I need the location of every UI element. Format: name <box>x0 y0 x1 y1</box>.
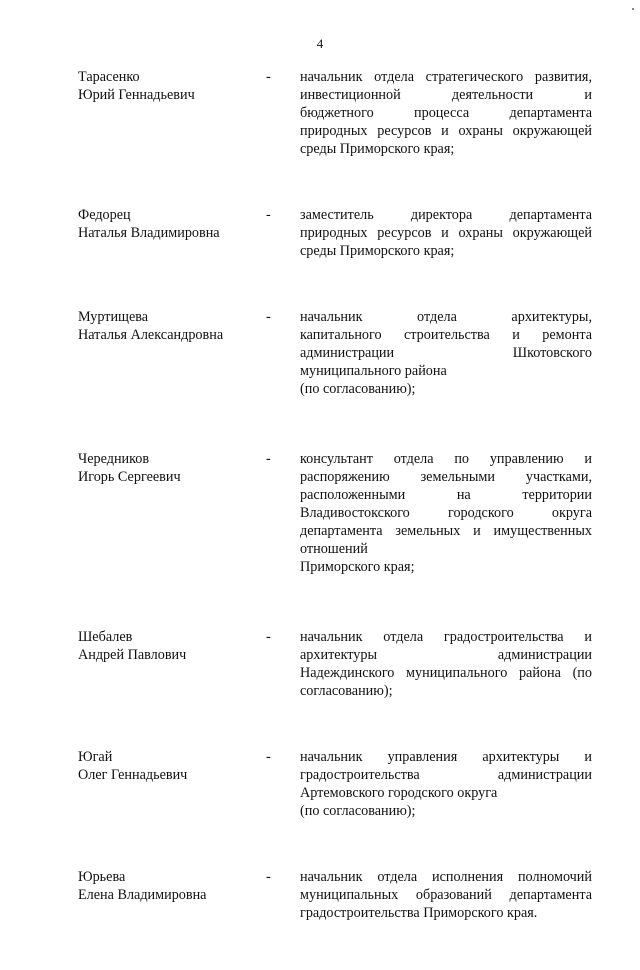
position-line: Приморского края; <box>300 559 415 575</box>
member-position <box>300 308 592 398</box>
position-line: начальник отдела исполнения полномочий <box>300 869 592 885</box>
position-line: градостроительства Приморского края. <box>300 905 538 921</box>
dash-separator: - <box>266 451 271 467</box>
dash-separator: - <box>266 69 271 85</box>
scan-artifact <box>632 8 634 10</box>
position-line: согласованию); <box>300 683 393 699</box>
member-given-name: Елена Владимировна <box>78 887 207 903</box>
member-position <box>300 628 592 700</box>
position-line: начальник отдела градостроительства и <box>300 629 592 645</box>
position-line: консультант отдела по управлению и <box>300 451 592 467</box>
position-line: департамента земельных и имущественных <box>300 523 592 539</box>
list-item <box>78 450 592 576</box>
member-name <box>78 308 266 344</box>
member-name <box>78 206 266 242</box>
position-line: инвестиционной деятельности и <box>300 87 592 103</box>
member-surname: Шебалев <box>78 629 133 645</box>
member-name <box>78 628 266 664</box>
position-line: (по согласованию); <box>300 803 416 819</box>
list-item <box>78 68 592 158</box>
dash-separator: - <box>266 869 271 885</box>
position-line: капитального строительства и ремонта <box>300 327 592 343</box>
position-line: муниципальных образований департамента <box>300 887 592 903</box>
position-line: начальник управления архитектуры и <box>300 749 592 765</box>
position-line: (по согласованию); <box>300 381 416 397</box>
position-line: природных ресурсов и охраны окружающей <box>300 123 592 139</box>
member-name <box>78 868 266 904</box>
member-given-name: Андрей Павлович <box>78 647 187 663</box>
position-line: Артемовского городского округа <box>300 785 498 801</box>
position-line: заместитель директора департамента <box>300 207 592 223</box>
list-item <box>78 748 592 820</box>
member-name <box>78 450 266 486</box>
member-surname: Муртищева <box>78 309 149 325</box>
member-position <box>300 68 592 158</box>
member-given-name: Игорь Сергеевич <box>78 469 181 485</box>
position-line: отношений <box>300 541 368 557</box>
member-name <box>78 68 266 104</box>
position-line: Надеждинского муниципального района (по <box>300 665 592 681</box>
dash-separator: - <box>266 309 271 325</box>
member-surname: Чередников <box>78 451 150 467</box>
dash-separator: - <box>266 629 271 645</box>
member-surname: Тарасенко <box>78 69 140 85</box>
page-number: 4 <box>316 36 324 51</box>
member-position <box>300 748 592 820</box>
position-line: муниципального района <box>300 363 447 379</box>
position-line: администрации Шкотовского <box>300 345 592 361</box>
list-item <box>78 206 592 260</box>
list-item <box>78 308 592 398</box>
member-given-name: Юрий Геннадьевич <box>78 87 195 103</box>
member-list <box>78 68 592 970</box>
member-surname: Федорец <box>78 207 131 223</box>
list-item <box>78 868 592 922</box>
member-position <box>300 450 592 576</box>
position-line: градостроительства администрации <box>300 767 592 783</box>
member-given-name: Наталья Александровна <box>78 327 224 343</box>
member-given-name: Олег Геннадьевич <box>78 767 188 783</box>
member-surname: Юрьева <box>78 869 126 885</box>
position-line: Владивостокского городского округа <box>300 505 592 521</box>
position-line: природных ресурсов и охраны окружающей <box>300 225 592 241</box>
position-line: архитектуры администрации <box>300 647 592 663</box>
position-line: распоряжению земельными участками, <box>300 469 592 485</box>
member-position <box>300 206 592 260</box>
position-line: начальник отдела стратегического развития, <box>300 69 592 85</box>
list-item <box>78 628 592 700</box>
position-line: расположенными на территории <box>300 487 592 503</box>
position-line: среды Приморского края; <box>300 141 455 157</box>
member-name <box>78 748 266 784</box>
position-line: среды Приморского края; <box>300 243 455 259</box>
member-surname: Югай <box>78 749 113 765</box>
member-given-name: Наталья Владимировна <box>78 225 220 241</box>
dash-separator: - <box>266 749 271 765</box>
position-line: начальник отдела архитектуры, <box>300 309 592 325</box>
member-position <box>300 868 592 922</box>
position-line: бюджетного процесса департамента <box>300 105 592 121</box>
dash-separator: - <box>266 207 271 223</box>
